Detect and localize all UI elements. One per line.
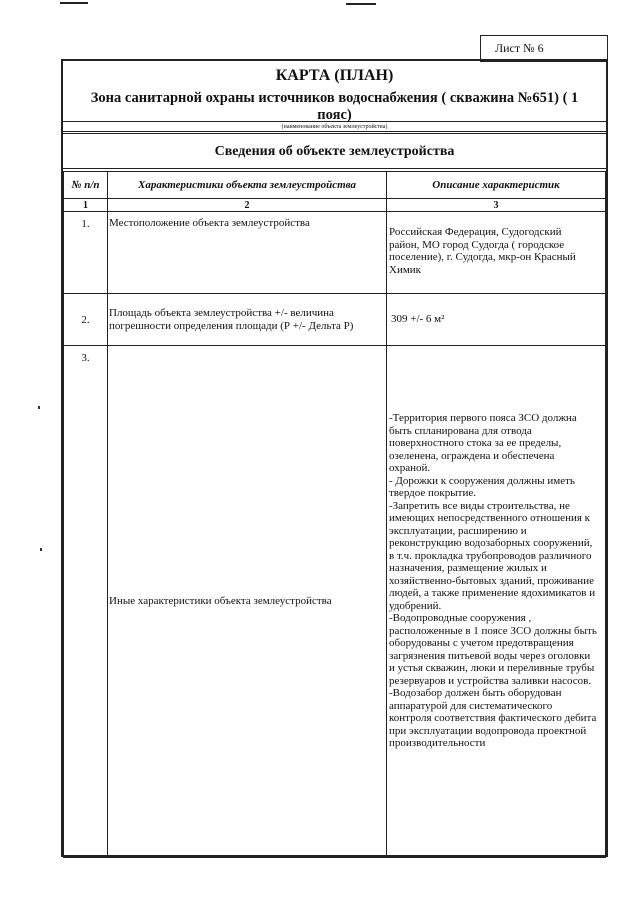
document-subtitle: Зона санитарной охраны источников водоснабжения ( скважина №651) ( 1 пояс) bbox=[90, 90, 579, 123]
characteristic-text: Местоположение объекта землеустройства bbox=[109, 217, 310, 229]
title-block bbox=[63, 61, 606, 122]
document-title: КАРТА (ПЛАН) bbox=[275, 67, 394, 84]
header-description: Описание характеристик bbox=[387, 172, 606, 199]
row-characteristic bbox=[108, 294, 387, 346]
section-title: Сведения об объекте землеустройства bbox=[63, 133, 606, 169]
characteristic-text: Иные характеристики объекта землеустройства bbox=[109, 594, 332, 607]
row-number: 3. bbox=[64, 346, 108, 858]
row-description bbox=[387, 212, 606, 294]
column-number-row bbox=[64, 199, 606, 212]
table-header-row bbox=[64, 172, 606, 199]
row-number: 2. bbox=[64, 294, 108, 346]
row-number: 1. bbox=[64, 212, 108, 294]
table-row bbox=[64, 212, 606, 294]
object-caption: (наименование объекта землеустройства) bbox=[63, 122, 606, 132]
table-row bbox=[64, 294, 606, 346]
document-frame bbox=[61, 59, 608, 857]
sheet-number-label: Лист № 6 bbox=[495, 41, 544, 55]
header-number: № п/п bbox=[64, 172, 108, 199]
characteristics-table bbox=[63, 171, 606, 858]
column-number: 1 bbox=[64, 199, 108, 212]
column-number: 2 bbox=[108, 199, 387, 212]
description-text: 309 +/- 6 м² bbox=[391, 313, 445, 326]
scan-mark-center bbox=[346, 3, 376, 5]
row-description bbox=[387, 346, 606, 858]
header-characteristic: Характеристики объекта землеустройства bbox=[108, 172, 387, 199]
scan-dot bbox=[38, 406, 40, 409]
row-description bbox=[387, 294, 606, 346]
description-text: -Территория первого пояса ЗСО должна быть спланирована для отвода поверхностного стока за ее пределы, озеленена, ограждена и обеспечена охраной. - Дорожки к сооружения должны иметь твердое покрытие. -Запретить все виды строительства, не имеющих непосредственного отношения к эксплуатации, расширению и реконструкцию водозаборных сооружений, в т.ч. прокладка трубопроводов различного назначения, размещение жилых и хозяйственно-бытовых зданий, проживание людей, а также применение ядохимикатов и удобрений. -Водопроводные сооружения , расположенные в 1 поясе ЗСО должны быть оборудованы с учетом предотвращения загрязнения питьевой воды через оголовки и устья скважин, люки и переливные трубы резервуаров и устройства заливки насосов. -Водозабор должен быть оборудован аппаратурой для систематического контроля соответствия фактического дебита при эксплуатации водопровода проектной производительности bbox=[389, 412, 597, 749]
description-text: Российская Федерация, Судогодский район, МО город Судогда ( городское поселение), г. Судогда, мкр-он Красный Химик bbox=[389, 226, 576, 276]
scan-dot bbox=[40, 548, 42, 551]
row-characteristic bbox=[108, 212, 387, 294]
table-row bbox=[64, 346, 606, 858]
scan-mark-left bbox=[60, 2, 88, 4]
sheet-number-box bbox=[480, 35, 608, 62]
column-number: 3 bbox=[387, 199, 606, 212]
characteristic-text: Площадь объекта землеустройства +/- величина погрешности определения площади (Р +/- Дельта Р) bbox=[109, 307, 354, 332]
row-characteristic bbox=[108, 346, 387, 858]
